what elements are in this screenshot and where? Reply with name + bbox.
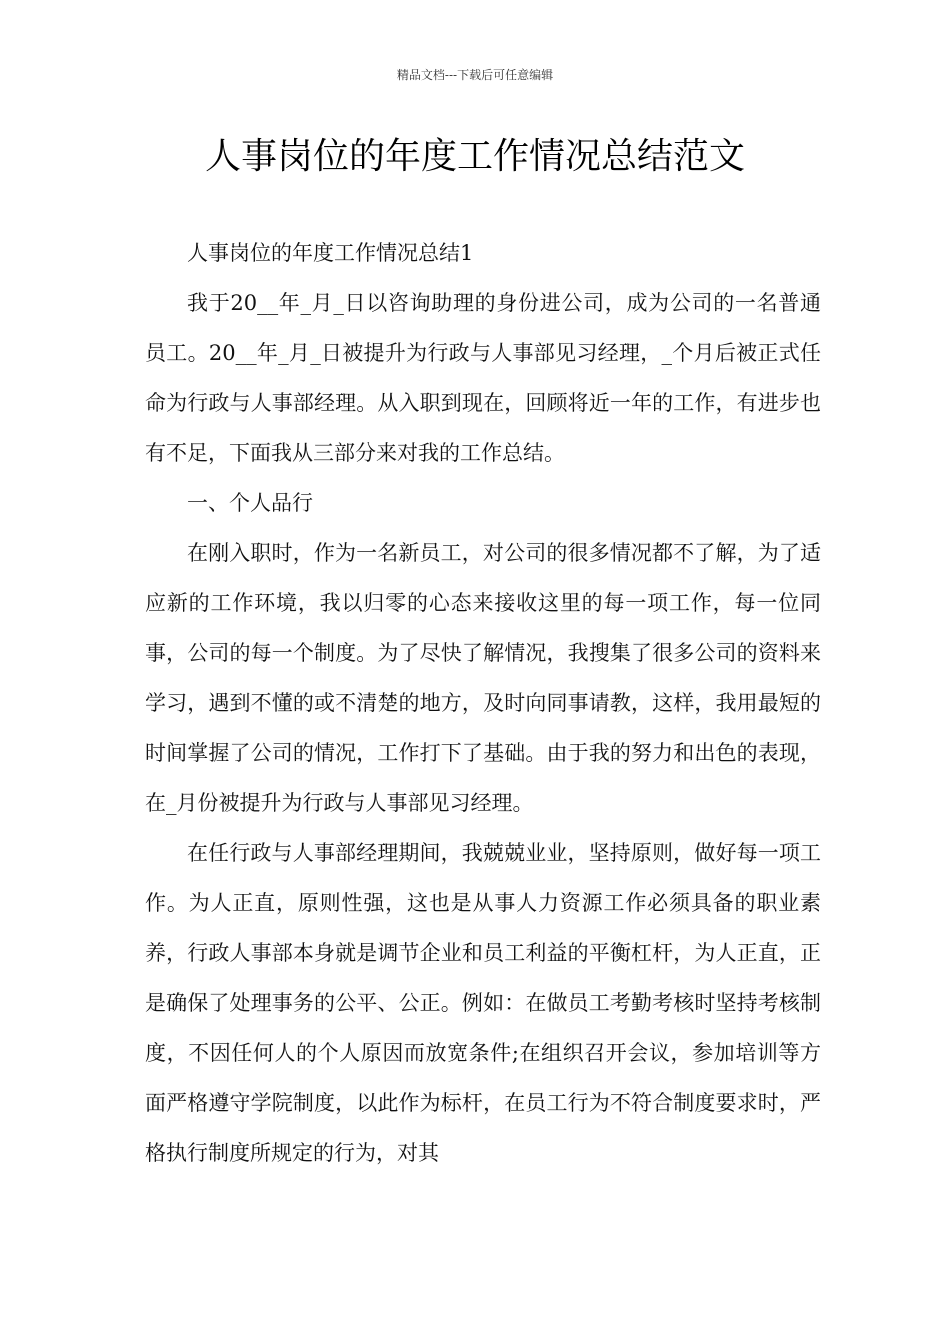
document-body	[145, 228, 821, 1178]
section-heading-personal-conduct: 一、个人品行	[187, 491, 313, 515]
document-title: 人事岗位的年度工作情况总结范文	[204, 136, 745, 177]
header-note: 精品文档---下载后可任意编辑	[396, 68, 554, 82]
paragraph-intro: 我于20__年_月_日以咨询助理的身份进公司，成为公司的一名普通员工。20__年_月_日被提升为行政与人事部见习经理，_个月后被正式任命为行政与人事部经理。从入职到现在，回顾将近一年的工作，有进步也有不足，下面我从三部分来对我的工作总结。	[145, 291, 821, 465]
paragraph-onboarding: 在刚入职时，作为一名新员工，对公司的很多情况都不了解，为了适应新的工作环境，我以归零的心态来接收这里的每一项工作，每一位同事，公司的每一个制度。为了尽快了解情况，我搜集了很多公司的资料来学习，遇到不懂的或不清楚的地方，及时向同事请教，这样，我用最短的时间掌握了公司的情况，工作打下了基础。由于我的努力和出色的表现，在_月份被提升为行政与人事部见习经理。	[145, 541, 821, 815]
section-subtitle: 人事岗位的年度工作情况总结1	[187, 241, 474, 265]
paragraph-manager-duties: 在任行政与人事部经理期间，我兢兢业业，坚持原则，做好每一项工作。为人正直，原则性强，这也是从事人力资源工作必须具备的职业素养，行政人事部本身就是调节企业和员工利益的平衡杠杆，为人正直，正是确保了处理事务的公平、公正。例如：在做员工考勤考核时坚持考核制度，不因任何人的个人原因而放宽条件;在组织召开会议，参加培训等方面严格遵守学院制度，以此作为标杆，在员工行为不符合制度要求时，严格执行制度所规定的行为，对其	[145, 841, 821, 1165]
